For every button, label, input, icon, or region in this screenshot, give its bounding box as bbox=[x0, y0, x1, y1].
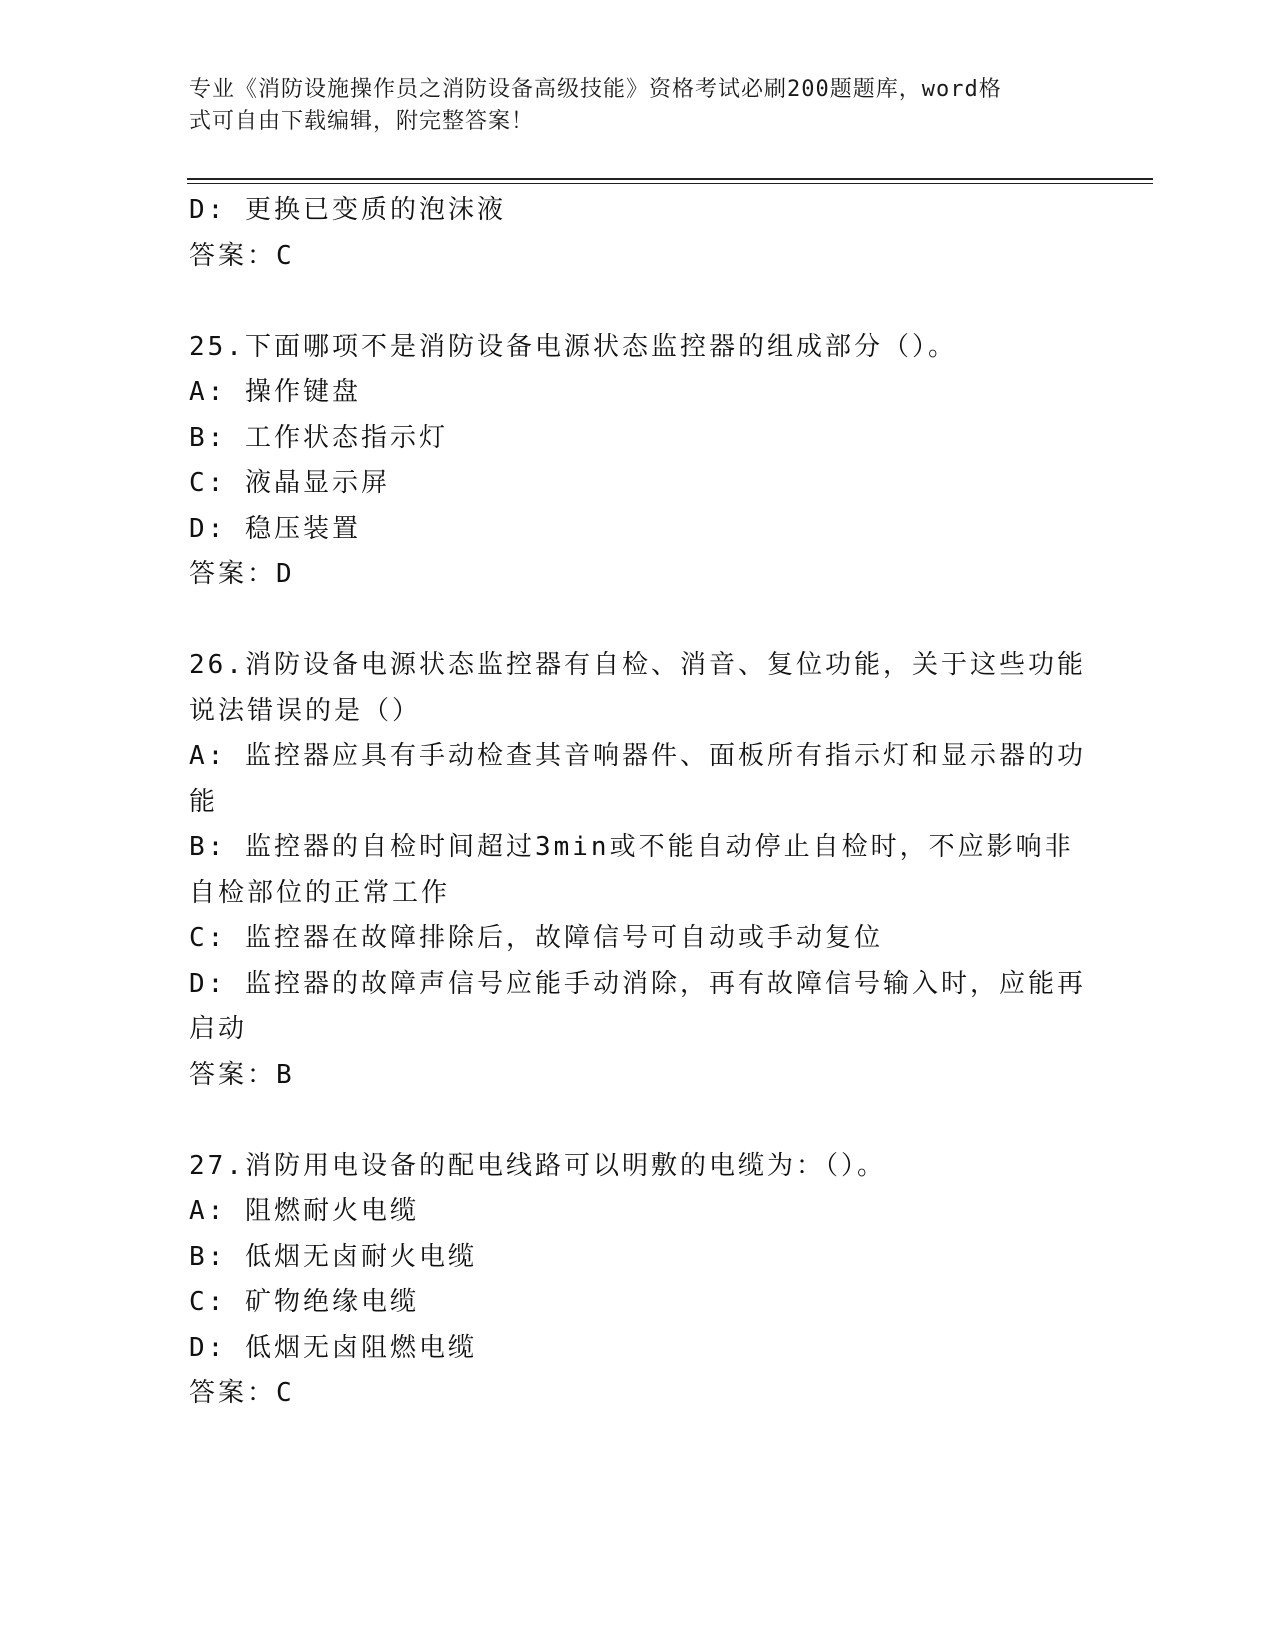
header-line-1: 专业《消防设施操作员之消防设备高级技能》资格考试必刷200题题库，word格 bbox=[189, 77, 1002, 102]
answer-continued: 答案：C bbox=[189, 240, 295, 271]
question-text-continued: 说法错误的是（） bbox=[189, 695, 422, 726]
option-a: A: 操作键盘 bbox=[189, 377, 361, 407]
option-c: C: 液晶显示屏 bbox=[189, 468, 390, 498]
option-d-continued: D: 更换已变质的泡沫液 bbox=[189, 195, 506, 225]
question-spacer bbox=[189, 1098, 1079, 1144]
question-spacer bbox=[189, 598, 1079, 644]
option-d: D: 稳压装置 bbox=[189, 513, 361, 544]
header-divider-thick bbox=[187, 178, 1153, 180]
option-c: C: 监控器在故障排除后，故障信号可自动或手动复位 bbox=[189, 923, 883, 953]
question-spacer bbox=[189, 279, 1079, 325]
option-c: C: 矿物绝缘电缆 bbox=[189, 1287, 419, 1317]
question-text: 25.下面哪项不是消防设备电源状态监控器的组成部分（）。 bbox=[189, 331, 957, 362]
question-text: 27.消防用电设备的配电线路可以明敷的电缆为：（）。 bbox=[189, 1150, 886, 1181]
question-list bbox=[189, 188, 1086, 1417]
question-27 bbox=[189, 1144, 1079, 1417]
document-header bbox=[189, 74, 1069, 138]
question-25 bbox=[189, 325, 1079, 598]
option-d-continued: 启动 bbox=[189, 1014, 248, 1044]
header-divider-thin bbox=[187, 183, 1153, 184]
answer: 答案：C bbox=[189, 1378, 295, 1408]
option-d: D: 低烟无卤阻燃电缆 bbox=[189, 1332, 477, 1363]
option-d: D: 监控器的故障声信号应能手动消除，再有故障信号输入时，应能再 bbox=[189, 968, 1086, 999]
option-a: A: 阻燃耐火电缆 bbox=[189, 1196, 419, 1226]
option-b: B: 监控器的自检时间超过3min或不能自动停止自检时，不应影响非 bbox=[189, 832, 1074, 862]
option-b: B: 工作状态指示灯 bbox=[189, 422, 448, 453]
option-a-continued: 能 bbox=[189, 786, 219, 817]
option-b: B: 低烟无卤耐火电缆 bbox=[189, 1241, 477, 1272]
answer: 答案：B bbox=[189, 1059, 295, 1090]
option-b-continued: 自检部位的正常工作 bbox=[189, 877, 451, 908]
question-26 bbox=[189, 643, 1086, 1098]
question-text: 26.消防设备电源状态监控器有自检、消音、复位功能，关于这些功能 bbox=[189, 650, 1086, 680]
option-a: A: 监控器应具有手动检查其音响器件、面板所有指示灯和显示器的功 bbox=[189, 741, 1086, 771]
header-line-2: 式可自由下载编辑，附完整答案！ bbox=[189, 109, 535, 134]
answer: 答案：D bbox=[189, 559, 295, 589]
